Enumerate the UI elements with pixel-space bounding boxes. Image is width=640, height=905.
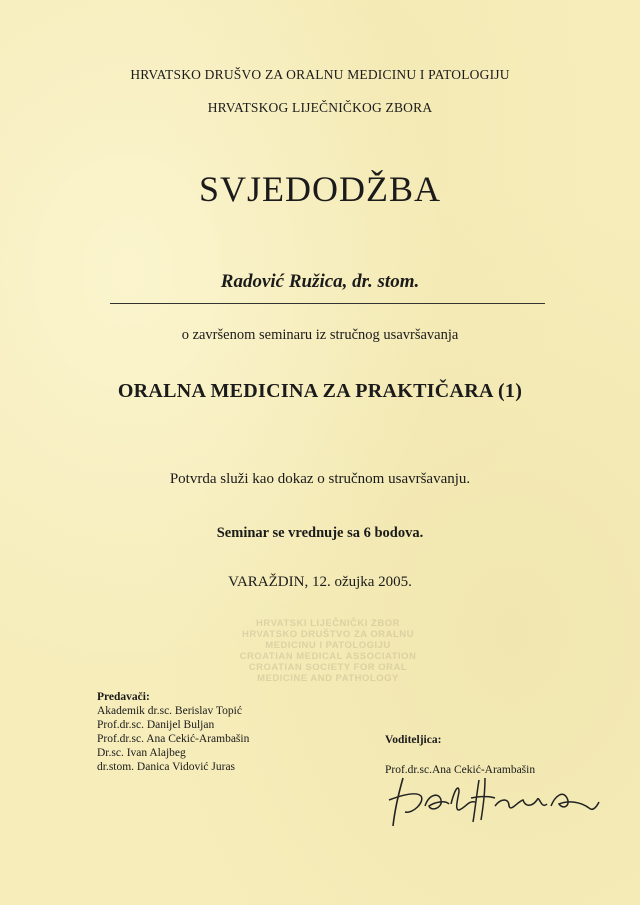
stamp-line: CROATIAN MEDICAL ASSOCIATION	[239, 651, 417, 662]
handwritten-signature	[385, 770, 605, 830]
organization-line-2: HRVATSKOG LIJEČNIČKOG ZBORA	[207, 100, 433, 115]
stamp-line: CROATIAN SOCIETY FOR ORAL	[248, 662, 408, 673]
stamp-line: HRVATSKI LIJEČNIČKI ZBOR	[256, 618, 400, 629]
faded-stamp	[238, 618, 418, 684]
lecturer-name: Dr.sc. Ivan Alajbeg	[97, 747, 186, 759]
lecturer-name: Akademik dr.sc. Berislav Topić	[97, 705, 242, 717]
seminar-text: o završenom seminaru iz stručnog usavršavanja	[181, 327, 459, 343]
leader-name: Prof.dr.sc.Ana Cekić-Arambašin	[385, 764, 536, 776]
recipient-underline	[110, 303, 545, 304]
course-title: ORALNA MEDICINA ZA PRAKTIČARA (1)	[117, 380, 523, 402]
lecturer-name: dr.stom. Danica Vidović Juras	[97, 761, 236, 773]
proof-text: Potvrda služi kao dokaz o stručnom usavršavanju.	[169, 471, 471, 487]
lecturer-name: Prof.dr.sc. Ana Cekić-Arambašin	[97, 733, 250, 745]
organization-line-1: HRVATSKO DRUŠVO ZA ORALNU MEDICINU I PATOLOGIJU	[130, 67, 510, 82]
lecturers-heading: Predavači:	[97, 691, 150, 703]
lecturers-block	[97, 690, 249, 774]
points-text: Seminar se vrednuje sa 6 bodova.	[216, 525, 424, 541]
certificate-title: SVJEDODŽBA	[198, 169, 441, 209]
leader-heading: Voditeljica:	[385, 734, 442, 746]
stamp-line: MEDICINE AND PATHOLOGY	[257, 673, 399, 684]
place-date: VARAŽDIN, 12. ožujka 2005.	[228, 574, 412, 590]
stamp-line: MEDICINU I PATOLOGIJU	[265, 640, 391, 651]
recipient-name: Radović Ružica, dr. stom.	[220, 271, 420, 292]
stamp-line: HRVATSKO DRUŠTVO ZA ORALNU	[241, 629, 415, 640]
lecturer-name: Prof.dr.sc. Danijel Buljan	[97, 719, 215, 731]
